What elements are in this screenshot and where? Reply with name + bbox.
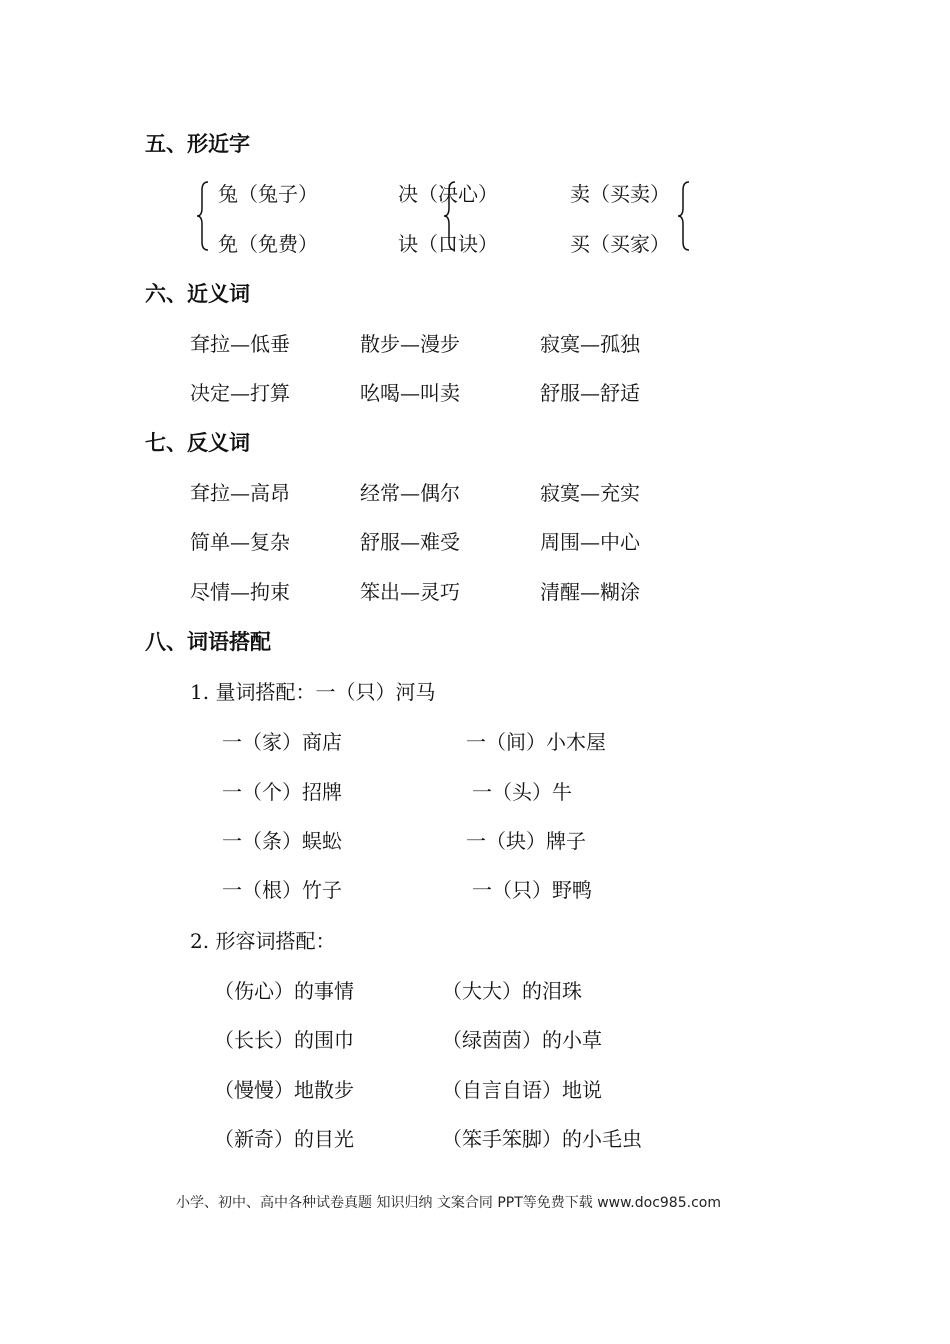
left-brace-3	[677, 180, 691, 252]
antonym-2: 经常—偶尔	[360, 481, 460, 505]
similar-char-3b: 买（买家）	[570, 232, 670, 256]
left-brace-2	[443, 180, 457, 252]
synonym-1: 耷拉—低垂	[190, 332, 290, 356]
page-footer: 小学、初中、高中各种试卷真题 知识归纳 文案合同 PPT等免费下载 www.doc985.com	[176, 1195, 721, 1211]
synonym-2: 散步—漫步	[360, 332, 460, 356]
antonym-4: 简单—复杂	[190, 530, 290, 554]
subsection-2-title: 2. 形容词搭配：	[190, 929, 336, 953]
antonym-3: 寂寞—充实	[540, 481, 640, 505]
similar-char-2a: 决（决心）	[398, 182, 498, 206]
measure-word-7: 一（根）竹子	[222, 878, 342, 902]
antonym-9: 清醒—糊涂	[540, 580, 640, 604]
similar-char-3a: 卖（买卖）	[570, 182, 670, 206]
subsection-1-title: 1. 量词搭配：一（只）河马	[190, 680, 436, 704]
adjective-7: （新奇）的目光	[214, 1127, 354, 1151]
adjective-5: （慢慢）地散步	[214, 1078, 354, 1102]
measure-word-2: 一（间）小木屋	[466, 730, 606, 754]
adjective-1: （伤心）的事情	[214, 979, 354, 1003]
measure-word-8: 一（只）野鸭	[472, 878, 592, 902]
measure-word-6: 一（块）牌子	[466, 829, 586, 853]
measure-word-4: 一（头）牛	[472, 780, 572, 804]
adjective-3: （长长）的围巾	[214, 1028, 354, 1052]
adjective-8: （笨手笨脚）的小毛虫	[442, 1127, 642, 1151]
measure-word-1: 一（家）商店	[222, 730, 342, 754]
adjective-2: （大大）的泪珠	[442, 979, 582, 1003]
measure-word-5: 一（条）蜈蚣	[222, 829, 342, 853]
measure-word-3: 一（个）招牌	[222, 780, 342, 804]
similar-char-2b: 诀（口诀）	[398, 232, 498, 256]
section-6-title: 六、近义词	[145, 282, 250, 306]
synonym-4: 决定—打算	[190, 381, 290, 405]
antonym-5: 舒服—难受	[360, 530, 460, 554]
synonym-6: 舒服—舒适	[540, 381, 640, 405]
similar-char-1a: 兔（兔子）	[218, 182, 318, 206]
antonym-8: 笨出—灵巧	[360, 580, 460, 604]
synonym-5: 吆喝—叫卖	[360, 381, 460, 405]
antonym-6: 周围—中心	[540, 530, 640, 554]
adjective-4: （绿茵茵）的小草	[442, 1028, 602, 1052]
adjective-6: （自言自语）地说	[442, 1078, 602, 1102]
section-8-title: 八、词语搭配	[145, 630, 271, 654]
synonym-3: 寂寞—孤独	[540, 332, 640, 356]
similar-char-1b: 免（免费）	[218, 232, 318, 256]
section-5-title: 五、形近字	[145, 132, 250, 156]
left-brace-1	[196, 180, 210, 252]
section-7-title: 七、反义词	[145, 431, 250, 455]
antonym-1: 耷拉—高昂	[190, 481, 290, 505]
antonym-7: 尽情—拘束	[190, 580, 290, 604]
